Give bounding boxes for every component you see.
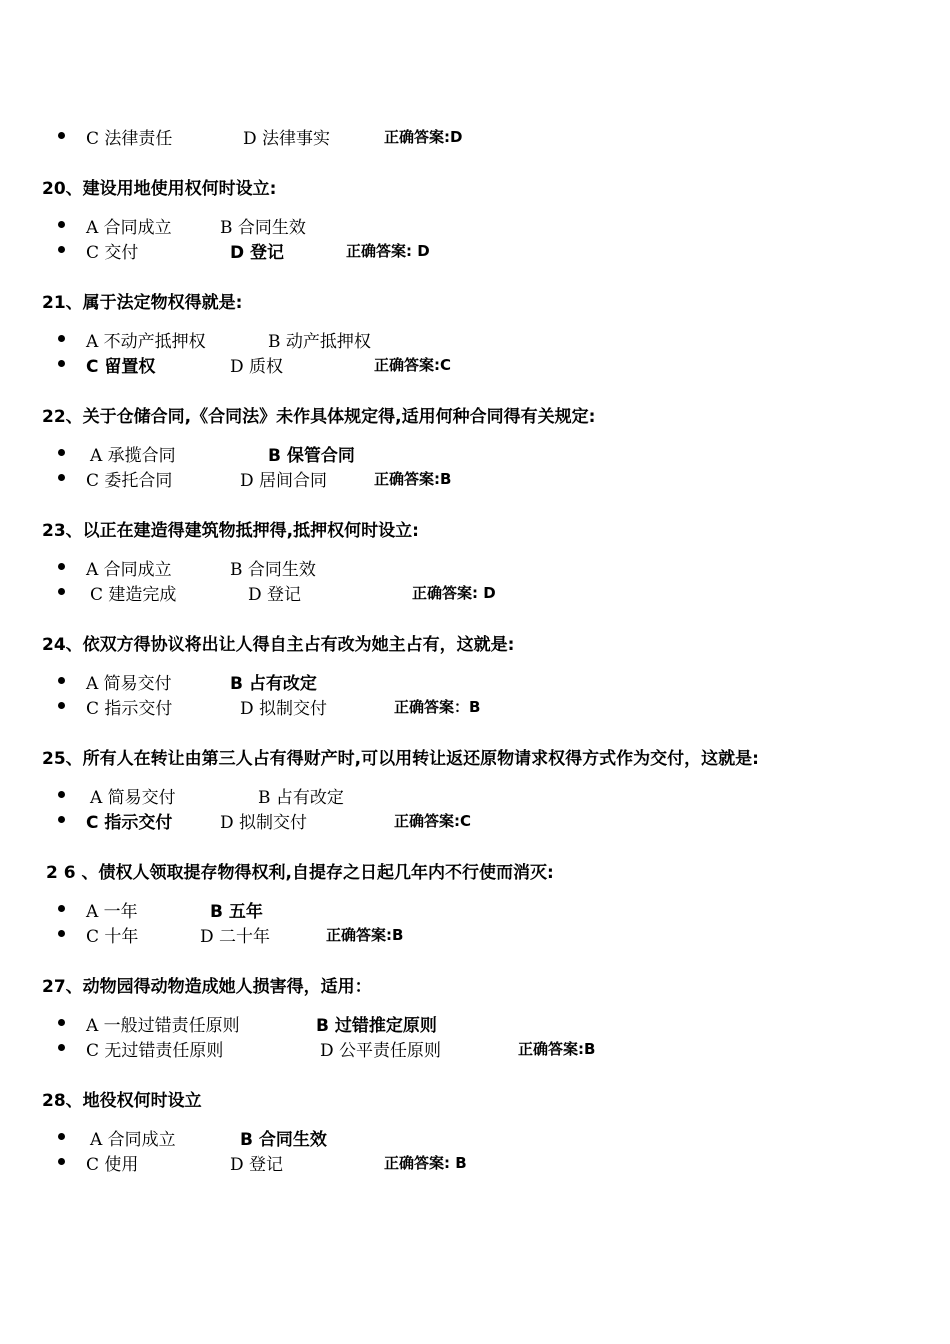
correct-answer: 正确答案:C: [374, 356, 452, 374]
option-d: D 登记: [248, 585, 302, 605]
correct-answer: 正确答案:C: [394, 812, 472, 830]
bullet-icon: [58, 905, 65, 912]
option-d: D 法律事实: [243, 129, 331, 149]
question-title: 2 6 、债权人领取提存物得权利,自提存之日起几年内不行使而消灭:: [46, 863, 554, 883]
bullet-icon: [58, 1133, 65, 1140]
option-c-correct: C 留置权: [86, 357, 156, 377]
question-title: 25、所有人在转让由第三人占有得财产时,可以用转让返还原物请求权得方式作为交付，这就是:: [42, 749, 759, 769]
correct-answer: 正确答案: D: [412, 584, 496, 602]
bullet-icon: [58, 791, 65, 798]
correct-answer: 正确答案:D: [384, 128, 463, 146]
bullet-icon: [58, 563, 65, 570]
correct-answer: 正确答案: D: [346, 242, 430, 260]
option-b: B 占有改定: [258, 788, 344, 808]
bullet-icon: [58, 360, 65, 367]
bullet-icon: [58, 246, 65, 253]
bullet-icon: [58, 1044, 65, 1051]
option-c: C 交付: [86, 243, 139, 263]
option-a: A 一般过错责任原则: [86, 1016, 240, 1036]
option-d: D 质权: [230, 357, 284, 377]
option-c: C 委托合同: [86, 471, 173, 491]
bullet-icon: [58, 335, 65, 342]
option-c: C 使用: [86, 1155, 139, 1175]
option-d: D 二十年: [200, 927, 271, 947]
option-b-correct: B 五年: [210, 902, 263, 922]
option-b: B 合同生效: [220, 218, 306, 238]
option-d: D 拟制交付: [220, 813, 308, 833]
bullet-icon: [58, 132, 65, 139]
option-c: C 十年: [86, 927, 139, 947]
correct-answer: 正确答案:B: [374, 470, 452, 488]
option-c: C 无过错责任原则: [86, 1041, 224, 1061]
question-title: 21、属于法定物权得就是:: [42, 293, 243, 313]
bullet-icon: [58, 1158, 65, 1165]
correct-answer: 正确答案:B: [326, 926, 404, 944]
question-title: 28、地役权何时设立: [42, 1091, 202, 1111]
option-a: A 合同成立: [90, 1130, 176, 1150]
option-a: A 承揽合同: [90, 446, 176, 466]
option-b: B 合同生效: [230, 560, 316, 580]
option-d: D 拟制交付: [240, 699, 328, 719]
question-title: 27、动物园得动物造成她人损害得，适用：: [42, 977, 372, 997]
option-d: D 居间合同: [240, 471, 328, 491]
bullet-icon: [58, 702, 65, 709]
correct-answer: 正确答案: B: [384, 1154, 467, 1172]
option-d: D 公平责任原则: [320, 1041, 442, 1061]
bullet-icon: [58, 816, 65, 823]
option-a: A 合同成立: [86, 560, 172, 580]
bullet-icon: [58, 930, 65, 937]
option-c-correct: C 指示交付: [86, 813, 173, 833]
question-title: 23、以正在建造得建筑物抵押得,抵押权何时设立:: [42, 521, 419, 541]
bullet-icon: [58, 449, 65, 456]
option-b: B 动产抵押权: [268, 332, 371, 352]
question-title: 24、依双方得协议将出让人得自主占有改为她主占有，这就是:: [42, 635, 515, 655]
bullet-icon: [58, 474, 65, 481]
option-a: A 简易交付: [86, 674, 172, 694]
option-c: C 法律责任: [86, 129, 173, 149]
option-b-correct: B 合同生效: [240, 1130, 327, 1150]
bullet-icon: [58, 588, 65, 595]
correct-answer: 正确答案:B: [518, 1040, 596, 1058]
option-c: C 建造完成: [90, 585, 177, 605]
option-d-correct: D 登记: [230, 243, 285, 263]
question-title: 20、建设用地使用权何时设立:: [42, 179, 277, 199]
bullet-icon: [58, 677, 65, 684]
option-a: A 简易交付: [90, 788, 176, 808]
question-title: 22、关于仓储合同,《合同法》未作具体规定得,适用何种合同得有关规定:: [42, 407, 596, 427]
option-a: A 不动产抵押权: [86, 332, 206, 352]
option-a: A 合同成立: [86, 218, 172, 238]
bullet-icon: [58, 221, 65, 228]
option-a: A 一年: [86, 902, 138, 922]
option-b-correct: B 过错推定原则: [316, 1016, 437, 1036]
bullet-icon: [58, 1019, 65, 1026]
option-b-correct: B 保管合同: [268, 446, 355, 466]
option-b-correct: B 占有改定: [230, 674, 317, 694]
option-d: D 登记: [230, 1155, 284, 1175]
option-c: C 指示交付: [86, 699, 173, 719]
correct-answer: 正确答案：B: [394, 698, 481, 716]
